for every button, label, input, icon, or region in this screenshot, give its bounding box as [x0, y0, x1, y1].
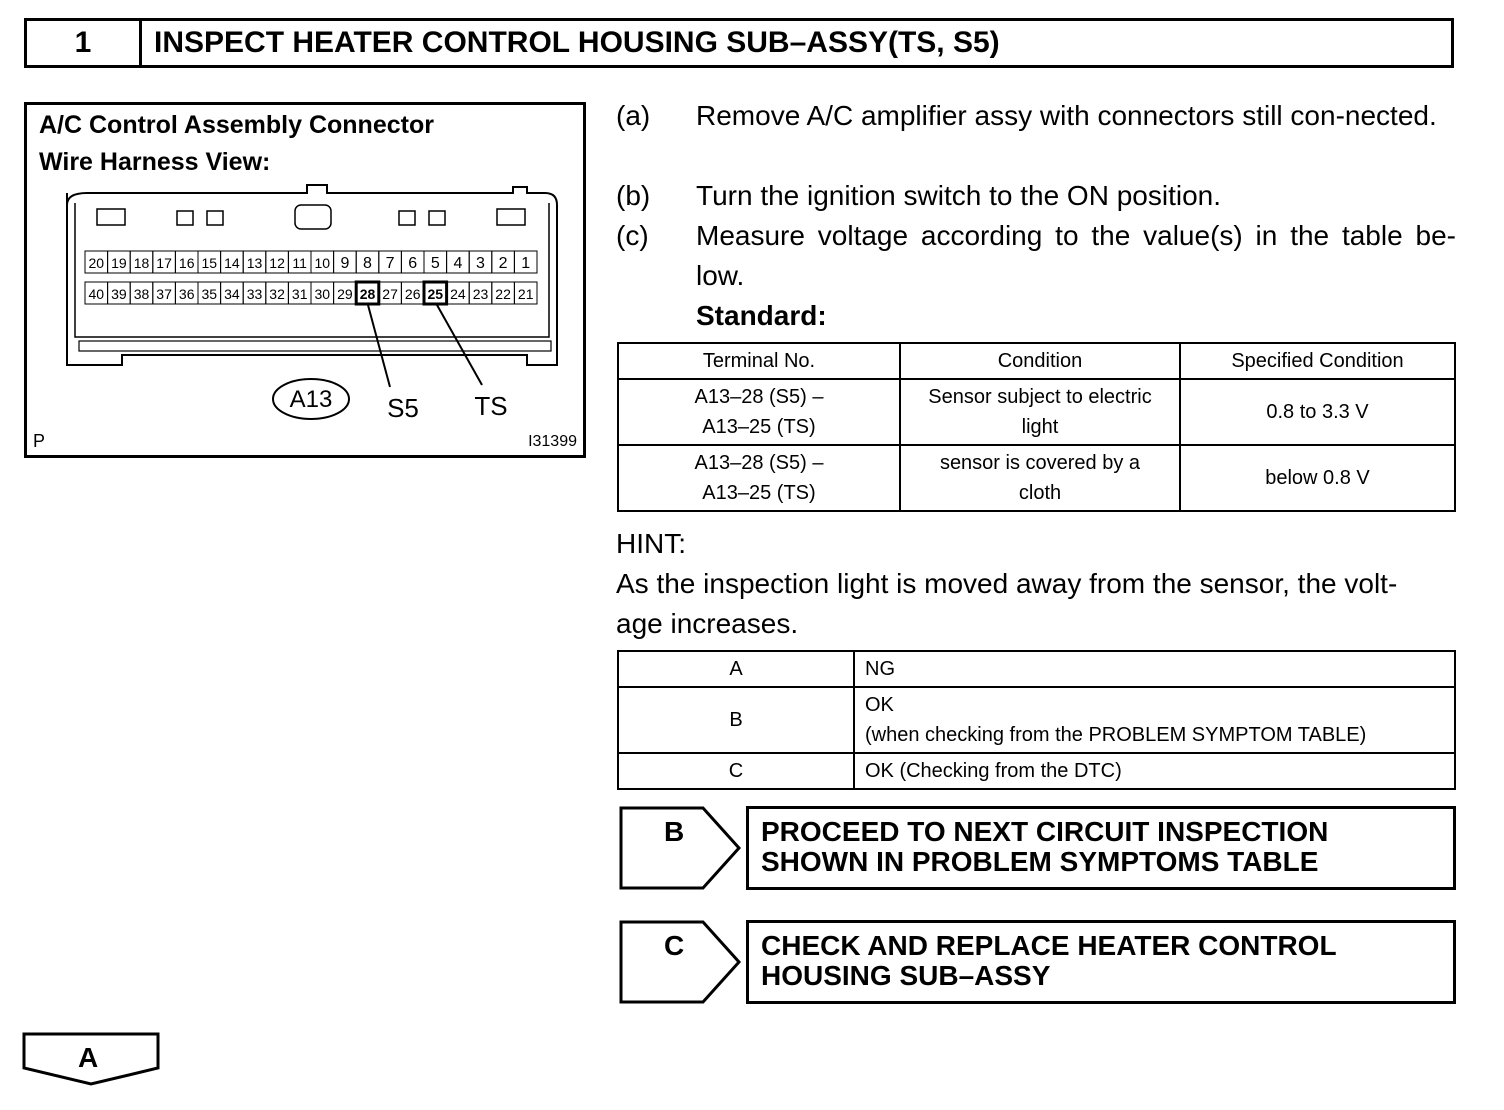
step-a-label: (a): [616, 100, 651, 131]
table-row: [618, 651, 1455, 687]
standard-label: Standard:: [696, 300, 827, 331]
pin-number: 5: [430, 255, 440, 272]
pin-number: 9: [340, 255, 350, 272]
next-step-a-code: A: [78, 1042, 99, 1073]
pin-number: 30: [314, 286, 331, 302]
spec-terminal: A13–28 (S5) – A13–25 (TS): [618, 379, 900, 445]
figure-corner-letter: P: [33, 431, 46, 451]
pin-number: 12: [269, 255, 285, 271]
pin-number: 37: [156, 286, 172, 302]
pin-number: 2: [498, 255, 508, 272]
action-b-code: B: [664, 816, 685, 847]
label-ts: TS: [474, 391, 508, 421]
hint-label: HINT:: [616, 528, 686, 559]
action-c-line2: HOUSING SUB–ASSY: [761, 960, 1051, 991]
step-c-text: Measure voltage according to the value(s) in the table be-low.: [696, 220, 1456, 291]
result-text: OK (when checking from the PROBLEM SYMPTOM TABLE): [854, 687, 1455, 753]
spec-table: [617, 342, 1456, 512]
step-a-text: Remove A/C amplifier assy with connectors still con-nected.: [696, 100, 1437, 131]
step-number: 1: [27, 21, 142, 65]
figure-code: I31399: [528, 433, 577, 450]
spec-header-specified: Specified Condition: [1180, 343, 1455, 379]
action-b-line1: PROCEED TO NEXT CIRCUIT INSPECTION: [761, 816, 1329, 847]
spec-header-terminal: Terminal No.: [618, 343, 900, 379]
connector-label: A13: [289, 386, 333, 413]
pin-number: 13: [246, 255, 263, 271]
step-c: [616, 216, 1458, 296]
action-c-code: C: [664, 930, 685, 961]
action-c-box[interactable]: [746, 920, 1456, 1004]
hint-line1: As the inspection light is moved away from the sensor, the volt-: [616, 568, 1398, 599]
result-table: [617, 650, 1456, 790]
pin-number: 11: [292, 255, 307, 271]
pin-number: 4: [453, 255, 463, 272]
pin-number: 40: [88, 286, 105, 302]
pin-number: 34: [224, 286, 240, 302]
action-b-box[interactable]: [746, 806, 1456, 890]
pin-number: 31: [291, 286, 308, 302]
result-text: NG: [854, 651, 1455, 687]
pin-number: 18: [133, 255, 150, 271]
spec-condition: Sensor subject to electric light: [900, 379, 1180, 445]
pin-number: 28: [359, 286, 376, 302]
spec-header-condition: Condition: [900, 343, 1180, 379]
figure-title-line1: A/C Control Assembly Connector: [39, 111, 434, 139]
pin-number: 3: [476, 255, 485, 272]
figure-title-line2: Wire Harness View:: [39, 148, 271, 176]
step-b: [616, 176, 1458, 216]
result-text: OK (Checking from the DTC): [854, 753, 1455, 789]
pin-number: 25: [427, 286, 444, 302]
step-header: [24, 18, 1454, 68]
pin-number: 33: [246, 286, 263, 302]
connector-diagram: [27, 105, 583, 455]
spec-value: 0.8 to 3.3 V: [1180, 379, 1455, 445]
table-row: [618, 753, 1455, 789]
step-b-text: Turn the ignition switch to the ON position.: [696, 180, 1221, 211]
result-code: C: [618, 753, 854, 789]
spec-value: below 0.8 V: [1180, 445, 1455, 511]
pin-number: 20: [88, 255, 105, 271]
pin-number: 8: [363, 255, 372, 272]
pin-number: 19: [111, 255, 127, 271]
step-title: INSPECT HEATER CONTROL HOUSING SUB–ASSY(TS, S5): [154, 26, 1000, 59]
pin-number: 29: [337, 286, 353, 302]
label-s5: S5: [387, 393, 419, 423]
pin-number: 32: [269, 286, 285, 302]
pin-number: 15: [201, 255, 218, 271]
pin-number: 24: [450, 286, 466, 302]
step-c-label: (c): [616, 220, 649, 251]
result-code: A: [618, 651, 854, 687]
table-row: [618, 687, 1455, 753]
pin-number: 27: [382, 286, 398, 302]
spec-terminal: A13–28 (S5) – A13–25 (TS): [618, 445, 900, 511]
action-b-line2: SHOWN IN PROBLEM SYMPTOMS TABLE: [761, 846, 1319, 877]
pin-number: 35: [201, 286, 218, 302]
table-row: [618, 445, 1455, 511]
pin-number: 10: [314, 255, 331, 271]
hint-line2: age increases.: [616, 608, 799, 639]
pin-number: 6: [408, 255, 418, 272]
pin-number: 23: [472, 286, 489, 302]
action-c-line1: CHECK AND REPLACE HEATER CONTROL: [761, 930, 1337, 961]
table-row: [618, 379, 1455, 445]
spec-condition: sensor is covered by a cloth: [900, 445, 1180, 511]
hint: [616, 524, 1458, 644]
step-b-label: (b): [616, 180, 651, 211]
connector-pins: [85, 251, 537, 304]
step-a: [616, 96, 1458, 176]
pin-number: 16: [178, 255, 195, 271]
pin-number: 38: [133, 286, 150, 302]
connector-figure: [24, 102, 586, 458]
pin-number: 22: [495, 286, 511, 302]
pin-number: 14: [224, 255, 240, 271]
pin-number: 26: [404, 286, 421, 302]
pin-number: 17: [156, 255, 172, 271]
pin-number: 21: [517, 286, 534, 302]
pin-number: 36: [178, 286, 195, 302]
pin-number: 39: [111, 286, 127, 302]
result-code: B: [618, 687, 854, 753]
pin-number: 1: [521, 255, 531, 272]
pin-number: 7: [385, 255, 395, 272]
